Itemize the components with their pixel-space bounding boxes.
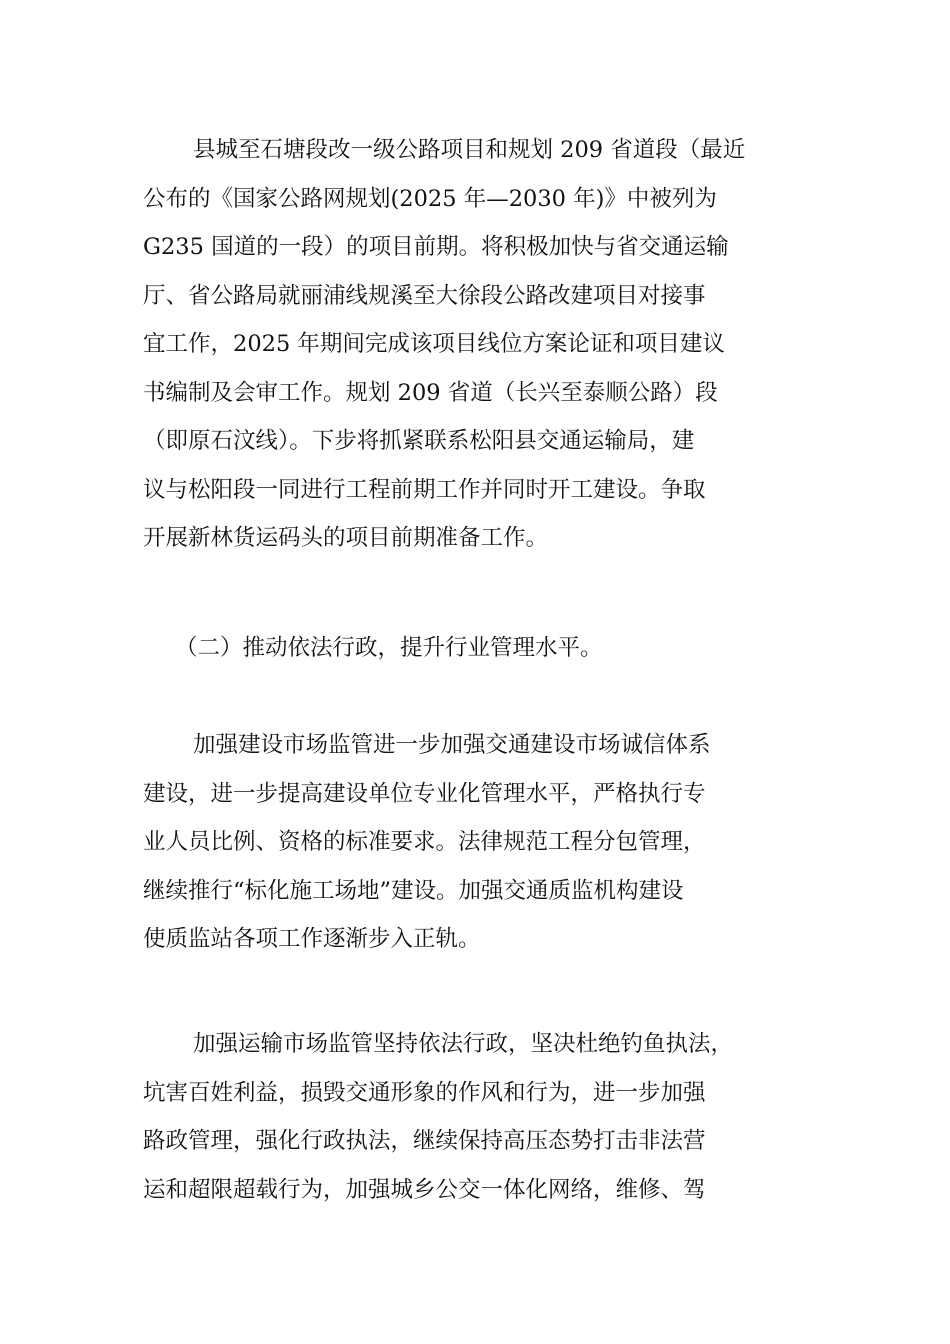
paragraph-transport-market xyxy=(143,1020,833,1214)
text-line: 业人员比例、资格的标准要求。法律规范工程分包管理， xyxy=(143,829,706,855)
text-line: 加强运输市场监管坚持依法行政，坚决杜绝钓鱼执法， xyxy=(193,1031,734,1057)
text-line: G235 国道的一段）的项目前期。将积极加快与省交通运输 xyxy=(143,234,729,260)
section-heading xyxy=(175,624,865,673)
text-line: 厅、省公路局就丽浦线规溪至大徐段公路改建项目对接事 xyxy=(143,282,706,309)
text-line: 运和超限超载行为，加强城乡公交一体化网络，维修、驾 xyxy=(143,1176,706,1203)
text-line: （即原石汶线）。下步将抓紧联系松阳县交通运输局，建 xyxy=(143,428,695,454)
text-line: 加强建设市场监管进一步加强交通建设市场诚信体系 xyxy=(193,732,711,758)
section-heading-text: （二）推动依法行政，提升行业管理水平。 xyxy=(175,635,603,661)
text-line: 公布的《国家公路网规划(2025 年—2030 年)》中被列为 xyxy=(143,185,717,212)
text-line: 路政管理，强化行政执法，继续保持高压态势打击非法营 xyxy=(143,1128,706,1154)
text-line: 议与松阳段一同进行工程前期工作并同时开工建设。争取 xyxy=(143,476,706,503)
text-line: 宜工作，2025 年期间完成该项目线位方案论证和项目建议 xyxy=(143,331,725,357)
text-line: 继续推行“标化施工场地”建设。加强交通质监机构建设 xyxy=(143,877,684,904)
text-line: 建设，进一步提高建设单位专业化管理水平，严格执行专 xyxy=(143,780,706,807)
text-line: 书编制及会审工作。规划 209 省道（长兴至泰顺公路）段 xyxy=(143,379,718,406)
text-line: 县城至石塘段改一级公路项目和规划 209 省道段（最近 xyxy=(193,137,746,163)
paragraph-construction-market xyxy=(143,721,833,964)
text-line: 坑害百姓利益，损毁交通形象的作风和行为，进一步加强 xyxy=(143,1079,706,1106)
text-line: 开展新林货运码头的项目前期准备工作。 xyxy=(143,525,549,551)
text-line: 使质监站各项工作逐渐步入正轨。 xyxy=(143,926,481,952)
paragraph-project-preparation xyxy=(143,126,833,563)
